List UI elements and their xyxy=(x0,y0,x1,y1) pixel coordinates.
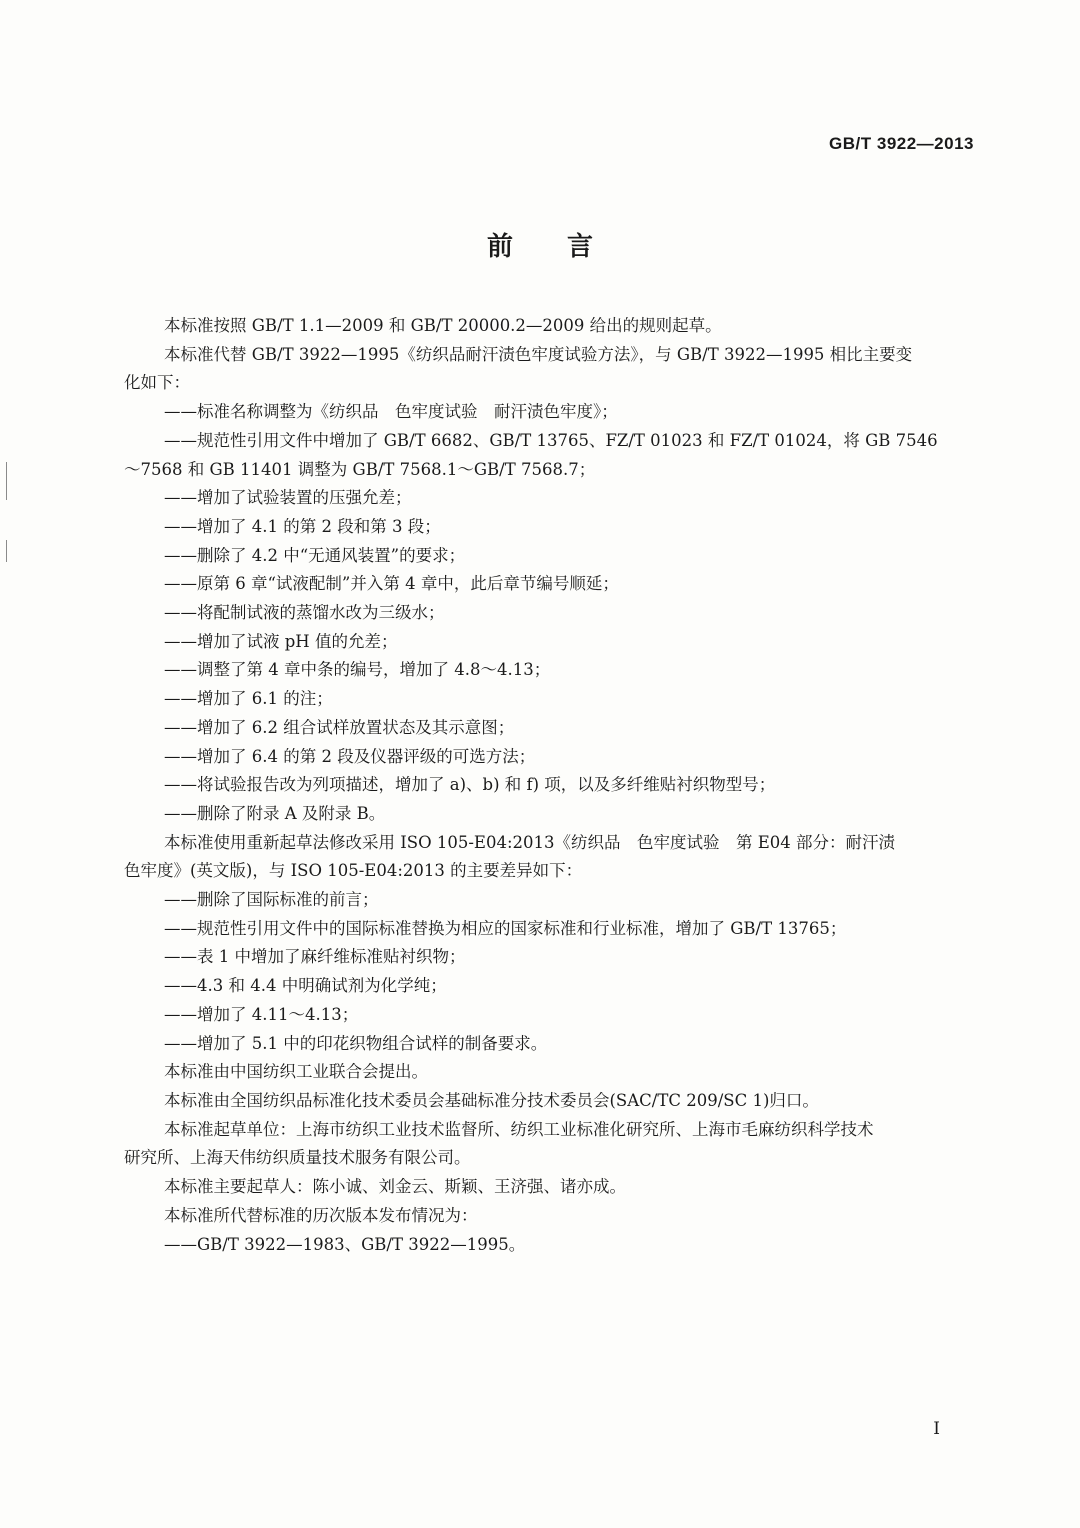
paragraph-drafting-rules: 本标准按照 GB/T 1.1—2009 和 GB/T 20000.2—2009 给出的规则起草。 xyxy=(164,316,722,335)
list-item: ——4.3 和 4.4 中明确试剂为化学纯； xyxy=(164,976,447,996)
paragraph-iso-adoption-continued: 色牢度》(英文版)，与 ISO 105-E04:2013 的主要差异如下： xyxy=(124,861,583,881)
list-item: ——增加了 6.1 的注； xyxy=(164,689,333,709)
paragraph-administered-by: 本标准由全国纺织品标准化技术委员会基础标准分技术委员会(SAC/TC 209/SC 1)归口。 xyxy=(164,1090,819,1110)
list-item: ——删除了 4.2 中“无通风装置”的要求； xyxy=(164,545,466,565)
list-item: ——增加了 6.4 的第 2 段及仪器评级的可选方法； xyxy=(164,746,536,766)
list-item: ——调整了第 4 章中条的编号，增加了 4.8～4.13； xyxy=(164,660,551,680)
list-item: ——规范性引用文件中的国际标准替换为相应的国家标准和行业标准，增加了 GB/T 13765； xyxy=(164,918,847,938)
list-item: ——增加了 4.11～4.13； xyxy=(164,1004,359,1024)
paragraph-proposed-by: 本标准由中国纺织工业联合会提出。 xyxy=(164,1062,428,1082)
list-item-continued: ～7568 和 GB 11401 调整为 GB/T 7568.1～GB/T 7568.7； xyxy=(124,459,596,479)
page-number: I xyxy=(933,1419,940,1439)
list-item: ——删除了附录 A 及附录 B。 xyxy=(164,803,386,823)
foreword-body xyxy=(124,312,972,1259)
paragraph-iso-adoption: 本标准使用重新起草法修改采用 ISO 105-E04:2013《纺织品 色牢度试验 第 E04 部分：耐汗渍 xyxy=(164,832,896,852)
list-item: ——增加了 4.1 的第 2 段和第 3 段； xyxy=(164,516,441,536)
paragraph-replaces: 本标准代替 GB/T 3922—1995《纺织品耐汗渍色牢度试验方法》，与 GB/T 3922—1995 相比主要变 xyxy=(164,344,913,364)
list-item: ——增加了试液 pH 值的允差； xyxy=(164,631,398,651)
paragraph-drafting-units-continued: 研究所、上海天伟纺织质量技术服务有限公司。 xyxy=(124,1148,471,1168)
list-item: ——将试验报告改为列项描述，增加了 a)、b) 和 f) 项，以及多纤维贴衬织物型号； xyxy=(164,775,776,795)
list-item: ——删除了国际标准的前言； xyxy=(164,890,379,910)
list-item: ——GB/T 3922—1983、GB/T 3922—1995。 xyxy=(164,1234,526,1254)
list-item: ——原第 6 章“试液配制”并入第 4 章中，此后章节编号顺延； xyxy=(164,574,619,594)
list-item: ——增加了 6.2 组合试样放置状态及其示意图； xyxy=(164,717,515,737)
list-item: ——增加了 5.1 中的印花织物组合试样的制备要求。 xyxy=(164,1033,548,1053)
paragraph-replaces-continued: 化如下： xyxy=(124,373,190,393)
scan-edge-mark xyxy=(6,540,7,562)
list-item: ——标准名称调整为《纺织品 色牢度试验 耐汗渍色牢度》； xyxy=(164,402,618,422)
list-item: ——表 1 中增加了麻纤维标准贴衬织物； xyxy=(164,947,466,967)
paragraph-previous-editions: 本标准所代替标准的历次版本发布情况为： xyxy=(164,1205,478,1225)
list-item: ——规范性引用文件中增加了 GB/T 6682、GB/T 13765、FZ/T 01023 和 FZ/T 01024，将 GB 7546 xyxy=(164,430,938,450)
page-title: 前言 xyxy=(486,232,647,262)
scan-edge-mark xyxy=(6,462,7,500)
paragraph-drafters: 本标准主要起草人：陈小诚、刘金云、斯颖、王济强、诸亦成。 xyxy=(164,1177,626,1197)
list-item: ——增加了试验装置的压强允差； xyxy=(164,488,412,508)
paragraph-drafting-units: 本标准起草单位：上海市纺织工业技术监督所、纺织工业标准化研究所、上海市毛麻纺织科学技术 xyxy=(164,1119,874,1139)
list-item: ——将配制试液的蒸馏水改为三级水； xyxy=(164,603,445,623)
standard-code: GB/T 3922—2013 xyxy=(829,134,974,153)
